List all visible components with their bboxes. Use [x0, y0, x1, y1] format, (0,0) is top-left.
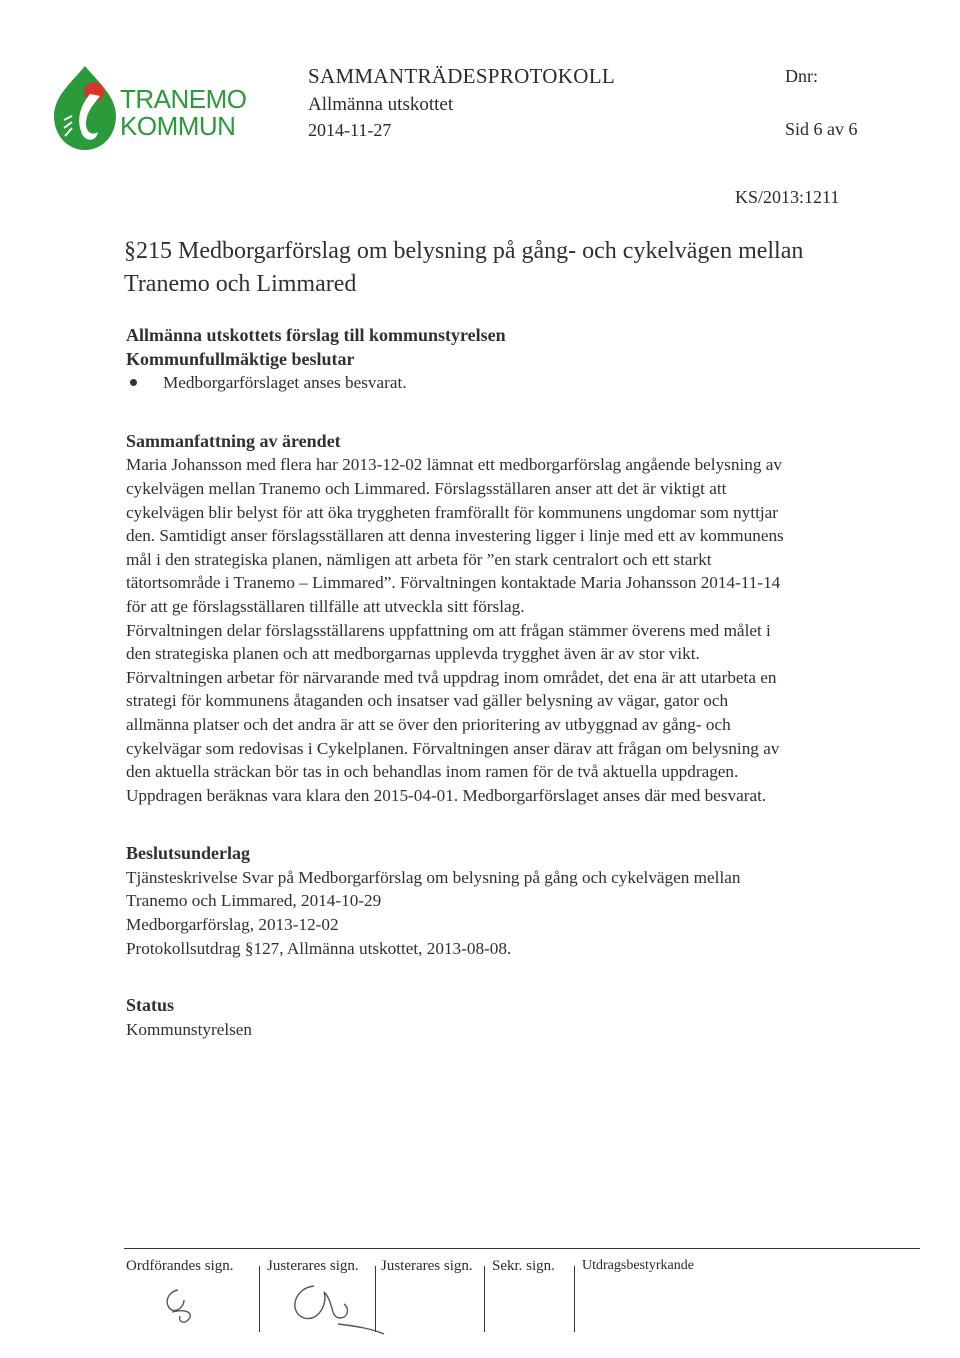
proposal-bullet: [126, 371, 886, 395]
extract-cert-label: Utdragsbestyrkande: [582, 1258, 694, 1273]
summary-line: allmänna platser och det andra är att se över den prioritering av utbyggnad av gång- och: [126, 714, 731, 734]
status-heading: Status: [126, 995, 175, 1016]
footer-separator: [484, 1266, 485, 1332]
summary-line: cykelvägar som redovisas i Cykelplanen. Förvaltningen anser därav att frågan om belysning av: [126, 738, 780, 758]
page-number: Sid 6 av 6: [785, 119, 858, 139]
footer-separator: [574, 1266, 575, 1332]
footer-divider: [124, 1248, 920, 1249]
adjuster-sign-label-2: Justerares sign.: [381, 1258, 473, 1274]
section-title-line-1: §215 Medborgarförslag om belysning på gång- och cykelvägen mellan: [124, 238, 804, 264]
secretary-sign-label: Sekr. sign.: [492, 1258, 555, 1274]
summary-line: Förvaltningen delar förslagsställarens uppfattning om att frågan stämmer överens med målet i: [126, 620, 771, 640]
summary-line: tätortsområde i Tranemo – Limmared”. Förvaltningen kontaktade Maria Johansson 2014-11-14: [126, 573, 781, 593]
crane-logo-icon: [50, 62, 120, 154]
summary-heading: Sammanfattning av ärendet: [126, 430, 341, 451]
chair-sign-label: Ordförandes sign.: [126, 1258, 234, 1274]
adjuster-sign-label-1: Justerares sign.: [267, 1258, 359, 1274]
dnr-label: Dnr:: [785, 66, 818, 86]
case-number: KS/2013:1211: [735, 187, 840, 207]
bullet-icon: [130, 379, 137, 386]
adjuster-signature-icon: [274, 1278, 394, 1338]
summary-line: Uppdragen beräknas vara klara den 2015-04-01. Medborgarförslaget anses där med besvarat.: [126, 785, 767, 805]
signature-footer: [124, 1248, 920, 1344]
document-body: [126, 324, 886, 1041]
summary-line: den. Samtidigt anser förslagsställaren att denna investering ligger i linje med ett av kommunens: [126, 526, 784, 546]
proposal-bullet-text: Medborgarförslaget anses besvarat.: [163, 373, 407, 393]
logo-text-line-2: KOMMUN: [120, 111, 236, 141]
meeting-date: 2014-11-27: [308, 120, 392, 140]
basis-line: Medborgarförslag, 2013-12-02: [126, 915, 339, 935]
committee-name: Allmänna utskottet: [308, 94, 454, 115]
summary-line: strategi för kommunens åtaganden och insatser vad gäller belysning av vägar, gator och: [126, 691, 729, 711]
section-title: [124, 235, 884, 301]
status-value: Kommunstyrelsen: [126, 1019, 253, 1039]
basis-heading: Beslutsunderlag: [126, 843, 251, 864]
footer-separator: [259, 1266, 260, 1332]
proposal-heading: Allmänna utskottets förslag till kommunstyrelsen: [126, 325, 506, 345]
municipality-logo: [50, 62, 250, 154]
basis-line: Tranemo och Limmared, 2014-10-29: [126, 891, 382, 911]
summary-line: cykelvägen mellan Tranemo och Limmared. Förslagsställaren anser att det är viktigt att: [126, 478, 727, 498]
logo-text-line-1: TRANEMO: [120, 84, 247, 114]
summary-line: Maria Johansson med flera har 2013-12-02 lämnat ett medborgarförslag angående belysning av: [126, 455, 782, 475]
summary-line: Förvaltningen arbetar för närvarande med två uppdrag inom området, det ena är att utarbeta en: [126, 667, 777, 687]
proposal-subheading: Kommunfullmäktige beslutar: [126, 348, 355, 369]
summary-line: för att ge förslagsställaren tillfälle att utveckla sitt förslag.: [126, 596, 525, 616]
summary-line: den strategiska planen och att medborgarnas upplevda trygghet även är av stor vikt.: [126, 644, 700, 664]
basis-line: Tjänsteskrivelse Svar på Medborgarförslag om belysning på gång och cykelvägen mellan: [126, 867, 741, 887]
summary-line: den aktuella sträckan bör tas in och behandlas inom ramen för de två aktuella uppdragen.: [126, 762, 739, 782]
protocol-title: SAMMANTRÄDESPROTOKOLL: [308, 64, 615, 88]
basis-line: Protokollsutdrag §127, Allmänna utskottet, 2013-08-08.: [126, 938, 512, 958]
summary-line: cykelvägen blir belyst för att öka tryggheten framförallt för kommunens ungdomar som nyttjar: [126, 502, 778, 522]
section-title-line-2: Tranemo och Limmared: [124, 271, 357, 297]
summary-line: mål i den strategiska planen, nämligen att arbeta för ”en stark centralort och ett starkt: [126, 549, 712, 569]
chair-signature-icon: [158, 1284, 208, 1328]
